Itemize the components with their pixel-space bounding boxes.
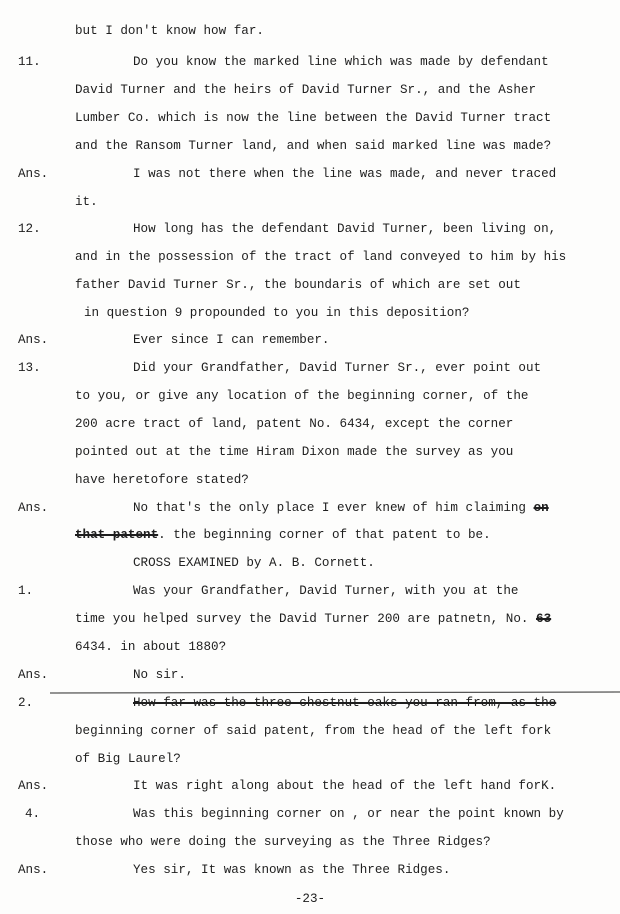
answer-text: I was not there when the line was made, and never traced xyxy=(133,167,557,181)
line-text: Lumber Co. which is now the line between the David Turner tract xyxy=(75,111,552,125)
answer-line xyxy=(0,863,620,879)
question-12 xyxy=(0,222,620,238)
line-text xyxy=(75,528,491,542)
transcript-line xyxy=(0,473,620,489)
cross-question-4 xyxy=(0,807,620,823)
transcript-line xyxy=(0,24,620,40)
answer-text: Yes sir, It was known as the Three Ridges. xyxy=(133,863,451,877)
transcript-line xyxy=(0,83,620,99)
line-text: beginning corner of said patent, from the head of the left fork xyxy=(75,724,552,738)
answer-label: Ans. xyxy=(18,668,49,682)
struck-digits: 63 xyxy=(536,612,552,626)
cross-examination-heading xyxy=(0,556,620,572)
cross-question-1 xyxy=(0,584,620,600)
line-text xyxy=(75,612,551,626)
question-text: How far was the three chestnut oaks you ran from, as the xyxy=(133,696,557,710)
answer-text-main: No that's the only place I ever knew of him claiming xyxy=(133,501,526,515)
answer-text: Ever since I can remember. xyxy=(133,333,330,347)
line-text: father David Turner Sr., the boundaris of which are set out xyxy=(75,278,521,292)
transcript-line xyxy=(0,417,620,433)
answer-line xyxy=(0,501,620,517)
transcript-line xyxy=(0,445,620,461)
struck-phrase: that patent xyxy=(75,528,159,542)
line-text-main: . the beginning corner of that patent to be. xyxy=(158,528,491,542)
line-text: of Big Laurel? xyxy=(75,752,181,766)
transcript-line xyxy=(0,195,620,211)
transcript-line xyxy=(0,389,620,405)
question-13 xyxy=(0,361,620,377)
answer-text: No sir. xyxy=(133,668,186,682)
transcript-line xyxy=(0,278,620,294)
question-number: 11. xyxy=(18,55,41,69)
answer-line xyxy=(0,333,620,349)
answer-line xyxy=(0,668,620,684)
line-text-main: time you helped survey the David Turner 200 are patnetn, No. xyxy=(75,612,529,626)
line-text: to you, or give any location of the beginning corner, of the xyxy=(75,389,529,403)
answer-text xyxy=(133,501,549,515)
transcript-line xyxy=(0,752,620,768)
cross-question-2 xyxy=(0,696,620,712)
answer-label: Ans. xyxy=(18,333,49,347)
line-text: and the Ransom Turner land, and when said marked line was made? xyxy=(75,139,552,153)
question-number: 1. xyxy=(18,584,34,598)
answer-text: It was right along about the head of the left hand forK. xyxy=(133,779,557,793)
answer-line xyxy=(0,167,620,183)
strike-rule xyxy=(50,692,620,694)
transcript-line xyxy=(0,640,620,656)
transcript-line xyxy=(0,835,620,851)
transcript-line xyxy=(0,111,620,127)
answer-label: Ans. xyxy=(18,779,49,793)
line-text: pointed out at the time Hiram Dixon made the survey as you xyxy=(75,445,514,459)
question-text: Do you know the marked line which was made by defendant xyxy=(133,55,549,69)
transcript-line xyxy=(0,724,620,740)
answer-label: Ans. xyxy=(18,501,49,515)
page-number: -23- xyxy=(294,892,326,906)
question-number: 12. xyxy=(18,222,41,236)
question-text: Did your Grandfather, David Turner Sr., ever point out xyxy=(133,361,542,375)
question-11 xyxy=(0,55,620,71)
question-number: 13. xyxy=(18,361,41,375)
answer-label: Ans. xyxy=(18,863,49,877)
struck-word: on xyxy=(533,501,549,515)
line-text: but I don't know how far. xyxy=(75,24,264,38)
transcript-line xyxy=(0,250,620,266)
transcript-line xyxy=(0,612,620,628)
question-text: Was this beginning corner on , or near the point known by xyxy=(133,807,564,821)
transcript-line xyxy=(0,528,620,544)
question-number: 2. xyxy=(18,696,34,710)
line-text: 200 acre tract of land, patent No. 6434, except the corner xyxy=(75,417,514,431)
line-text: in question 9 propounded to you in this deposition? xyxy=(84,306,470,320)
question-text: How long has the defendant David Turner, been living on, xyxy=(133,222,557,236)
question-text: Was your Grandfather, David Turner, with you at the xyxy=(133,584,519,598)
section-heading: CROSS EXAMINED by A. B. Cornett. xyxy=(133,556,375,570)
line-text: it. xyxy=(75,195,98,209)
answer-label: Ans. xyxy=(18,167,49,181)
transcript-line xyxy=(0,139,620,155)
line-text: have heretofore stated? xyxy=(75,473,249,487)
question-number: 4. xyxy=(25,807,41,821)
line-text: 6434. in about 1880? xyxy=(75,640,227,654)
line-text: David Turner and the heirs of David Turner Sr., and the Asher xyxy=(75,83,537,97)
answer-line xyxy=(0,779,620,795)
line-text: those who were doing the surveying as the Three Ridges? xyxy=(75,835,491,849)
transcript-line xyxy=(0,306,620,322)
line-text: and in the possession of the tract of land conveyed to him by his xyxy=(75,250,567,264)
